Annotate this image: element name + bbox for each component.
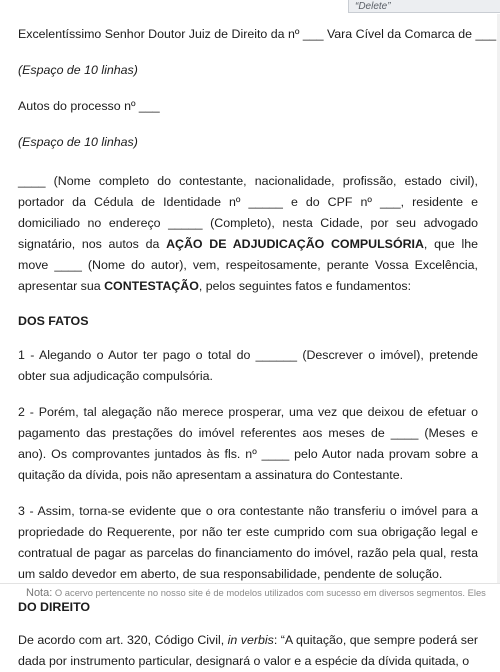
law-paragraph (18, 630, 478, 672)
intro-paragraph (18, 171, 478, 297)
top-hint-box: “Delete” (348, 0, 500, 13)
space-note-1: (Espaço de 10 linhas) (18, 63, 138, 77)
intro-text-1: ____ (Nome completo do contestante, nacionalidade, profissão, estado civil), portador da Cédula de Identidade nº _____ e do CPF nº ___, residente e domiciliado no endereço _____ (Completo), nesta Cidade, por seu advogado signatário, nos autos da (18, 174, 478, 251)
fact-2: 2 - Porém, tal alegação não merece prosperar, uma vez que deixou de efetuar o pagamento das prestações do imóvel referentes aos meses de ____ (Meses e ano). Os comprovantes juntados às fls. nº ____ pelo Autor nada provam sobre a quitação da dívida, pois não apresentam a assinatura do Contestante. (18, 405, 478, 482)
law-text-2: : “A quitação, que sempre poderá ser dada por instrumento particular, designará o valor e a espécie da dívida quitada, o (18, 633, 478, 668)
intro-text-3: , pelos seguintes fatos e fundamentos: (198, 279, 412, 293)
footer-text: O acervo pertencente no nosso site é de modelos utilizados com sucesso em diversos segmentos. Eles (54, 587, 486, 598)
document-body (18, 24, 497, 672)
case-number: Autos do processo nº ___ (18, 99, 160, 113)
court-address: Excelentíssimo Senhor Doutor Juiz de Direito da nº ___ Vara Cível da Comarca de ___ (18, 27, 497, 41)
space-note-2: (Espaço de 10 linhas) (18, 135, 138, 149)
heading-facts: DOS FATOS (18, 314, 89, 328)
action-title: AÇÃO DE ADJUDICAÇÃO COMPULSÓRIA (166, 237, 424, 251)
footer-label: Nota: (26, 587, 53, 599)
law-text-1: De acordo com art. 320, Código Civil, (18, 633, 228, 647)
in-verbis: in verbis (227, 633, 274, 647)
heading-law: DO DIREITO (18, 600, 91, 614)
footer-note (0, 583, 500, 600)
fact-3: 3 - Assim, torna-se evidente que o ora contestante não transferiu o imóvel para a propriedade do Requerente, por não ter este cumprido com sua obrigação legal e contratual de pagar as parcelas do financiamento do imóvel, razão pela qual, resta um saldo devedor em aberto, de sua responsabilidade, pendente de solução. (18, 504, 478, 581)
fact-1: 1 - Alegando o Autor ter pago o total do ______ (Descrever o imóvel), pretende obter sua adjudicação compulsória. (18, 348, 478, 383)
top-bar (0, 0, 500, 14)
contestacao-title: CONTESTAÇÃO (104, 279, 199, 293)
intro-text-2: , que lhe move ____ (Nome do autor), vem, respeitosamente, perante Vossa Excelência, apresentar sua (18, 237, 478, 293)
